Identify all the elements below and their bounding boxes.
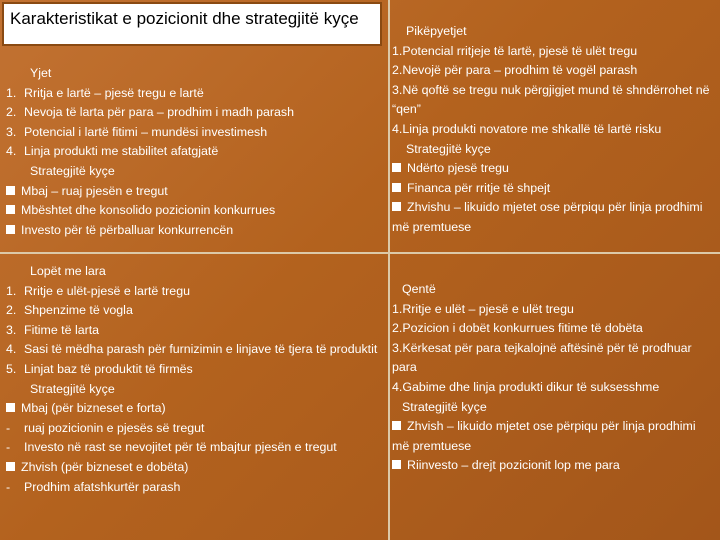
list-item: 1. Rritje e ulët-pjesë e lartë tregu <box>6 283 190 298</box>
vertical-divider <box>388 0 390 540</box>
list-item: 2.Nevojë për para – prodhim të vogël parash <box>392 63 638 78</box>
list-item: 3.Kërkesat për para tejkalojnë aftësinë për të prodhuar para <box>392 340 692 375</box>
strategy-heading: Strategjitë kyçe <box>30 381 115 396</box>
square-bullet-icon <box>392 202 401 211</box>
list-item: 1.Potencial rritjeje të lartë, pjesë të ulët tregu <box>392 43 638 58</box>
strategy-item: Zhvishu – likuido mjetet ose përpiqu për linja prodhimi më premtuese <box>392 200 703 234</box>
list-item: 4. Linja produkti me stabilitet afatgjatë <box>6 144 219 159</box>
square-bullet-icon <box>392 163 401 172</box>
square-bullet-icon <box>392 460 401 469</box>
quadrant-heading: Pikëpyetjet <box>406 24 467 38</box>
list-item: 5. Linjat baz të produktit të firmës <box>6 361 193 376</box>
square-bullet-icon <box>6 225 15 234</box>
strategy-heading: Strategjitë kyçe <box>30 163 115 178</box>
square-bullet-icon <box>6 462 15 471</box>
list-item: 2. Nevoja të larta për para – prodhim i madh parash <box>6 105 294 120</box>
quadrant-heading: Yjet <box>30 66 52 80</box>
square-bullet-icon <box>392 183 401 192</box>
strategy-item: Financa për rritje të shpejt <box>392 179 714 199</box>
quadrant-heading: Lopët me lara <box>30 264 106 278</box>
list-item: 1.Rritje e ulët – pjesë e ulët tregu <box>392 301 574 316</box>
quadrant-cash-cows <box>6 262 382 497</box>
strategy-item: Investo për të përballuar konkurrencën <box>6 221 382 241</box>
strategy-subitem: - Investo në rast se nevojitet për të mbajtur pjesën e tregut <box>6 440 337 455</box>
list-item: 4.Gabime dhe linja produkti dikur të suksesshme <box>392 379 660 394</box>
strategy-heading: Strategjitë kyçe <box>402 399 487 414</box>
list-item: 3. Fitime të larta <box>6 322 100 337</box>
strategy-subitem: - Prodhim afatshkurtër parash <box>6 479 181 494</box>
strategy-item: Mbaj – ruaj pjesën e tregut <box>6 182 382 202</box>
list-item: 4. Sasi të mëdha parash për furnizimin e linjave të tjera të produktit <box>6 342 378 357</box>
list-item: 4.Linja produkti novatore me shkallë të lartë risku <box>392 121 662 136</box>
horizontal-divider <box>0 252 720 254</box>
quadrant-dogs <box>392 280 714 476</box>
strategy-item: Zhvish (për bizneset e dobëta) <box>6 458 382 478</box>
quadrant-stars <box>6 64 382 240</box>
strategy-item: Riinvesto – drejt pozicionit lop me para <box>392 456 714 476</box>
strategy-item: Ndërto pjesë tregu <box>392 159 714 179</box>
square-bullet-icon <box>392 421 401 430</box>
strategy-item: Zhvish – likuido mjetet ose përpiqu për linja prodhimi më premtuese <box>392 419 696 453</box>
strategy-heading: Strategjitë kyçe <box>406 141 491 156</box>
quadrant-heading: Qentë <box>402 282 436 296</box>
strategy-item: Mbështet dhe konsolido pozicionin konkurrues <box>6 201 382 221</box>
square-bullet-icon <box>6 205 15 214</box>
list-item: 3. Potencial i lartë fitimi – mundësi investimesh <box>6 124 268 139</box>
strategy-subitem: - ruaj pozicionin e pjesës së tregut <box>6 420 205 435</box>
list-item: 3.Në qoftë se tregu nuk përgjigjet mund të shndërrohet në “qen” <box>392 82 710 117</box>
list-item: 2. Shpenzime të vogla <box>6 303 133 318</box>
strategy-item: Mbaj (për bizneset e forta) <box>6 399 382 419</box>
list-item: 1. Rritja e lartë – pjesë tregu e lartë <box>6 85 204 100</box>
quadrant-question-marks <box>392 22 714 238</box>
square-bullet-icon <box>6 403 15 412</box>
square-bullet-icon <box>6 186 15 195</box>
list-item: 2.Pozicion i dobët konkurrues fitime të dobëta <box>392 321 643 336</box>
slide-title: Karakteristikat e pozicionit dhe strategjitë kyçe <box>2 2 382 46</box>
